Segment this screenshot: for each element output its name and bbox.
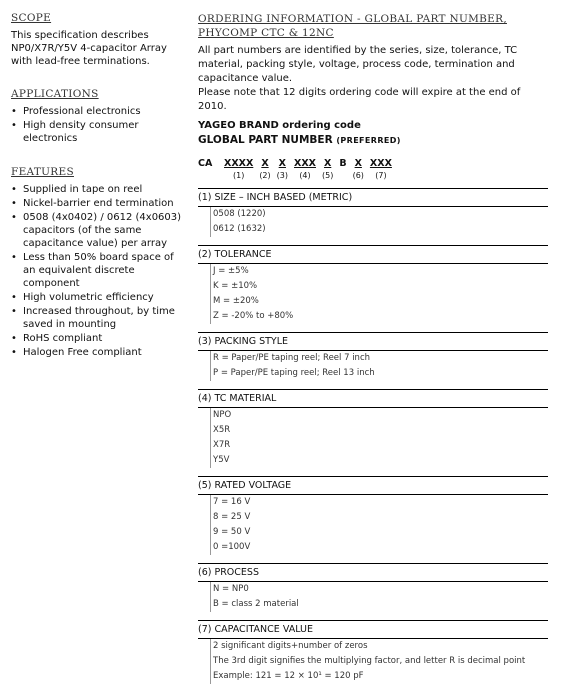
code-part — [294, 158, 316, 180]
code-block-body — [210, 264, 548, 324]
gpn-label: GLOBAL PART NUMBER — [198, 134, 333, 146]
code-block-body — [210, 351, 548, 381]
code-block-row: Y5V — [213, 455, 230, 465]
code-block-heading: (4) TC MATERIAL — [198, 389, 548, 408]
code-block-row: NPO — [213, 410, 232, 420]
right-column — [198, 12, 548, 684]
scope-title: SCOPE — [11, 12, 52, 24]
code-block-row: Example: 121 = 12 × 10¹ = 120 pF — [213, 671, 364, 681]
code-block-row: 2 significant digits+number of zeros — [213, 641, 368, 651]
left-column — [11, 12, 189, 360]
code-block-row: R = Paper/PE taping reel; Reel 7 inch — [213, 353, 371, 363]
code-part-num: (6) — [352, 171, 364, 180]
code-part-code: B — [339, 158, 347, 169]
code-prefix: CA — [198, 158, 213, 169]
code-part-num: (2) — [259, 171, 271, 180]
code-block — [198, 620, 548, 684]
code-block-body — [210, 639, 548, 684]
code-part — [322, 158, 333, 180]
code-part-code: XXXX — [224, 158, 254, 169]
list-item: • Increased throughout, by time saved in mounting — [11, 305, 189, 331]
code-block — [198, 389, 548, 468]
code-part-code: X — [354, 158, 362, 169]
code-block-row: 7 = 16 V — [213, 497, 251, 507]
code-block-row: 0508 (1220) — [213, 209, 266, 219]
code-block-body — [210, 495, 548, 555]
code-block-heading: (5) RATED VOLTAGE — [198, 476, 548, 495]
code-part-code: XXX — [294, 158, 316, 169]
code-block-heading: (2) TOLERANCE — [198, 245, 548, 264]
ordering-text: All part numbers are identified by the series, size, tolerance, TC material, packing style, voltage, process code, termination and capacitance value. — [198, 45, 518, 84]
code-block — [198, 563, 548, 612]
code-block-row: M = ±20% — [213, 296, 259, 306]
code-part-num: (7) — [375, 171, 387, 180]
code-part-code: X — [261, 158, 269, 169]
code-block-heading: (1) SIZE – INCH BASED (METRIC) — [198, 188, 548, 207]
features-list — [11, 183, 189, 359]
list-item: • Less than 50% board space of an equivalent discrete component — [11, 251, 189, 290]
list-item: • High density consumer electronics — [11, 119, 189, 145]
code-part — [259, 158, 270, 180]
code-part-num: (4) — [299, 171, 311, 180]
code-block — [198, 188, 548, 237]
code-block-heading: (6) PROCESS — [198, 563, 548, 582]
list-item: • Nickel-barrier end termination — [11, 197, 189, 210]
list-item: • 0508 (4x0402) / 0612 (4x0603) capacitors (of the same capacitance value) per array — [11, 211, 189, 250]
code-part-code: XXX — [369, 158, 392, 169]
code-part — [353, 158, 364, 180]
code-block-row: X7R — [213, 440, 231, 450]
code-block — [198, 332, 548, 381]
code-block-row: N = NP0 — [213, 584, 249, 594]
code-block-heading: (3) PACKING STYLE — [198, 332, 548, 351]
code-part-code: X — [323, 158, 332, 169]
code-part — [277, 158, 288, 180]
code-block-row: B = class 2 material — [213, 599, 299, 609]
features-title: FEATURES — [11, 166, 74, 178]
code-block-row: 0612 (1632) — [213, 224, 266, 234]
ordering-note: Please note that 12 digits ordering code will expire at the end of 2010. — [198, 87, 521, 112]
code-block-row: 9 = 50 V — [213, 527, 251, 537]
list-item: • RoHS compliant — [11, 332, 189, 345]
code-part — [339, 158, 346, 171]
brand-heading: YAGEO BRAND ordering code — [198, 120, 361, 131]
code-block — [198, 245, 548, 324]
code-part — [370, 158, 392, 180]
code-block-body — [210, 582, 548, 612]
code-block-row: K = ±10% — [213, 281, 258, 291]
code-block-row: P = Paper/PE taping reel; Reel 13 inch — [213, 368, 375, 378]
ordering-title: ORDERING INFORMATION - GLOBAL PART NUMBER, PHYCOMP CTC & 12NC — [198, 13, 507, 39]
code-part-num: (1) — [232, 171, 245, 180]
applications-title: APPLICATIONS — [11, 88, 99, 100]
applications-list — [11, 105, 189, 145]
code-block-heading: (7) CAPACITANCE VALUE — [198, 620, 548, 639]
list-item: • High volumetric efficiency — [11, 291, 189, 304]
code-blocks — [198, 188, 548, 684]
code-block — [198, 476, 548, 555]
code-block-body — [210, 408, 548, 468]
gpn-heading — [198, 134, 548, 146]
code-part-num: (3) — [276, 171, 288, 180]
code-block-row: Z = -20% to +80% — [213, 311, 294, 321]
code-part — [224, 158, 253, 180]
list-item: • Professional electronics — [11, 105, 189, 118]
code-block-row: 0 =100V — [213, 542, 251, 552]
list-item: • Supplied in tape on reel — [11, 183, 189, 196]
code-part-code: X — [278, 158, 286, 169]
code-block-body — [210, 207, 548, 237]
code-block-row: J = ±5% — [213, 266, 249, 276]
code-part-num: (5) — [321, 171, 334, 180]
code-block-row: The 3rd digit signifies the multiplying factor, and letter R is decimal point — [213, 656, 526, 666]
scope-text: This specification describes NP0/X7R/Y5V 4-capacitor Array with lead-free terminations. — [11, 30, 167, 67]
code-block-row: 8 = 25 V — [213, 512, 251, 522]
code-row — [198, 158, 548, 180]
gpn-note: (PREFERRED) — [336, 136, 401, 145]
list-item: • Halogen Free compliant — [11, 346, 189, 359]
code-block-row: X5R — [213, 425, 231, 435]
